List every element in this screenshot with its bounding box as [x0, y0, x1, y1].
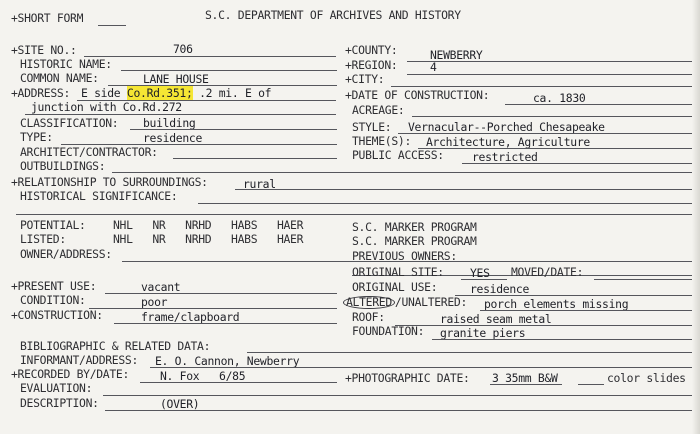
public-access-value: restricted [472, 150, 538, 164]
significance-label: HISTORICAL SIGNIFICANCE: [20, 189, 178, 203]
bibliographic-line [247, 352, 698, 353]
condition-label: CONDITION: [20, 293, 86, 307]
relationship-value: rural [243, 177, 276, 191]
informant-label: INFORMANT/ADDRESS: [20, 353, 139, 367]
listed-label: LISTED: [20, 232, 66, 246]
outbuildings-label: OUTBUILDINGS: [20, 159, 106, 173]
photographic-date-label: +PHOTOGRAPHIC DATE: [345, 371, 470, 385]
foundation-line [432, 339, 698, 340]
classification-label: CLASSIFICATION: [20, 116, 119, 130]
type-value: residence [143, 131, 203, 145]
form-title: S.C. DEPARTMENT OF ARCHIVES AND HISTORY [205, 8, 461, 22]
public-access-line [462, 163, 698, 164]
style-value: Vernacular--Porched Chesapeake [408, 120, 605, 134]
listed-options: NHL NR NRHD HABS HAER [113, 232, 304, 246]
original-use-label: ORIGINAL USE: [352, 280, 438, 294]
style-label: STYLE: [352, 120, 392, 134]
city-line [391, 86, 698, 87]
roof-label: ROOF: [352, 310, 385, 324]
relationship-line [235, 189, 698, 190]
recorded-by-value: N. Fox 6/85 [160, 369, 246, 383]
date-construction-line [505, 104, 698, 105]
address-value-line2: junction with Co.Rd.272 [31, 100, 182, 114]
region-value: 4 [430, 60, 437, 74]
recorded-by-line [140, 382, 337, 383]
short-form-line [98, 25, 126, 26]
style-line [398, 133, 698, 134]
county-value: NEWBERRY [430, 48, 483, 62]
altered-value: porch elements missing [484, 297, 629, 311]
condition-line [89, 308, 337, 309]
roof-value: raised seam metal [440, 312, 552, 326]
public-access-label: PUBLIC ACCESS: [352, 148, 444, 162]
classification-line [130, 129, 337, 130]
historic-name-line [121, 70, 337, 71]
construction-label: +CONSTRUCTION: [11, 308, 103, 322]
description-value: (OVER) [160, 397, 200, 411]
moved-date-line [594, 279, 698, 280]
evaluation-label: EVALUATION: [20, 381, 93, 395]
outbuildings-line [112, 172, 698, 173]
present-use-value: vacant [141, 280, 181, 294]
paper-edge [692, 0, 700, 434]
color-slides-label: color slides [607, 371, 686, 385]
address-label: +ADDRESS: [11, 86, 71, 100]
region-label: +REGION: [345, 58, 398, 72]
present-use-label: +PRESENT USE: [11, 279, 97, 293]
short-form-label: +SHORT FORM [11, 11, 84, 25]
site-no-value: 706 [173, 42, 193, 56]
previous-owners-label: PREVIOUS OWNERS: [352, 249, 457, 263]
address-value: E side Co.Rd.351; .2 mi. E of [81, 86, 272, 100]
common-name-label: COMMON NAME: [20, 71, 99, 85]
architect-label: ARCHITECT/CONTRACTOR: [20, 145, 158, 159]
acreage-line [412, 116, 698, 117]
color-slides-line [578, 384, 604, 385]
date-construction-label: +DATE OF CONSTRUCTION: [345, 88, 490, 102]
divider-line [16, 214, 698, 215]
present-use-line [105, 293, 337, 294]
highlighted-road: Co.Rd.351; [126, 86, 193, 100]
description-line [105, 410, 698, 411]
recorded-by-label: +RECORDED BY/DATE: [11, 367, 130, 381]
original-use-line [455, 295, 698, 296]
common-name-value: LANE HOUSE [143, 72, 209, 86]
foundation-value: granite piers [440, 326, 526, 340]
altered-circled: ALTERED [343, 296, 395, 309]
original-site-value: YES [470, 266, 490, 280]
photographic-date-line [490, 384, 562, 385]
foundation-label: FOUNDATION: [352, 324, 425, 338]
bibliographic-label: BIBLIOGRAPHIC & RELATED DATA: [20, 339, 211, 353]
construction-value: frame/clapboard [141, 310, 240, 324]
marker-program-2: S.C. MARKER PROGRAM [352, 234, 477, 248]
moved-date-label: MOVED/DATE: [511, 265, 584, 279]
theme-value: Architecture, Agriculture [426, 135, 590, 149]
relationship-label: +RELATIONSHIP TO SURROUNDINGS: [11, 175, 208, 189]
type-label: TYPE: [20, 130, 53, 144]
description-label: DESCRIPTION: [20, 396, 99, 410]
site-no-line [84, 56, 336, 57]
city-label: +CITY: [345, 72, 385, 86]
theme-line [418, 148, 698, 149]
classification-value: building [143, 116, 196, 130]
county-label: +COUNTY: [345, 43, 398, 57]
photographic-date-value: 3 35mm B&W [492, 371, 558, 385]
original-site-label: ORIGINAL SITE: [352, 265, 444, 279]
evaluation-line [103, 395, 698, 396]
county-line [407, 61, 698, 62]
condition-value: poor [141, 295, 168, 309]
historic-name-label: HISTORIC NAME: [20, 57, 112, 71]
region-line [407, 74, 698, 75]
informant-line [150, 367, 698, 368]
owner-address-label: OWNER/ADDRESS: [20, 247, 112, 261]
potential-label: POTENTIAL: [20, 218, 86, 232]
altered-line [480, 310, 698, 311]
original-site-line [461, 279, 507, 280]
acreage-label: ACREAGE: [352, 103, 405, 117]
site-no-label: +SITE NO.: [11, 43, 77, 57]
construction-line [114, 323, 337, 324]
marker-program-1: S.C. MARKER PROGRAM [352, 220, 477, 234]
architect-line [173, 158, 337, 159]
original-use-value: residence [470, 282, 530, 296]
significance-line [198, 203, 698, 204]
potential-options: NHL NR NRHD HABS HAER [113, 218, 304, 232]
altered-label: ALTERED /UNALTERED: [343, 296, 467, 309]
date-construction-value: ca. 1830 [533, 91, 586, 105]
address-line2 [25, 114, 336, 115]
informant-value: E. O. Cannon, Newberry [155, 354, 300, 368]
theme-label: THEME(S): [352, 134, 412, 148]
